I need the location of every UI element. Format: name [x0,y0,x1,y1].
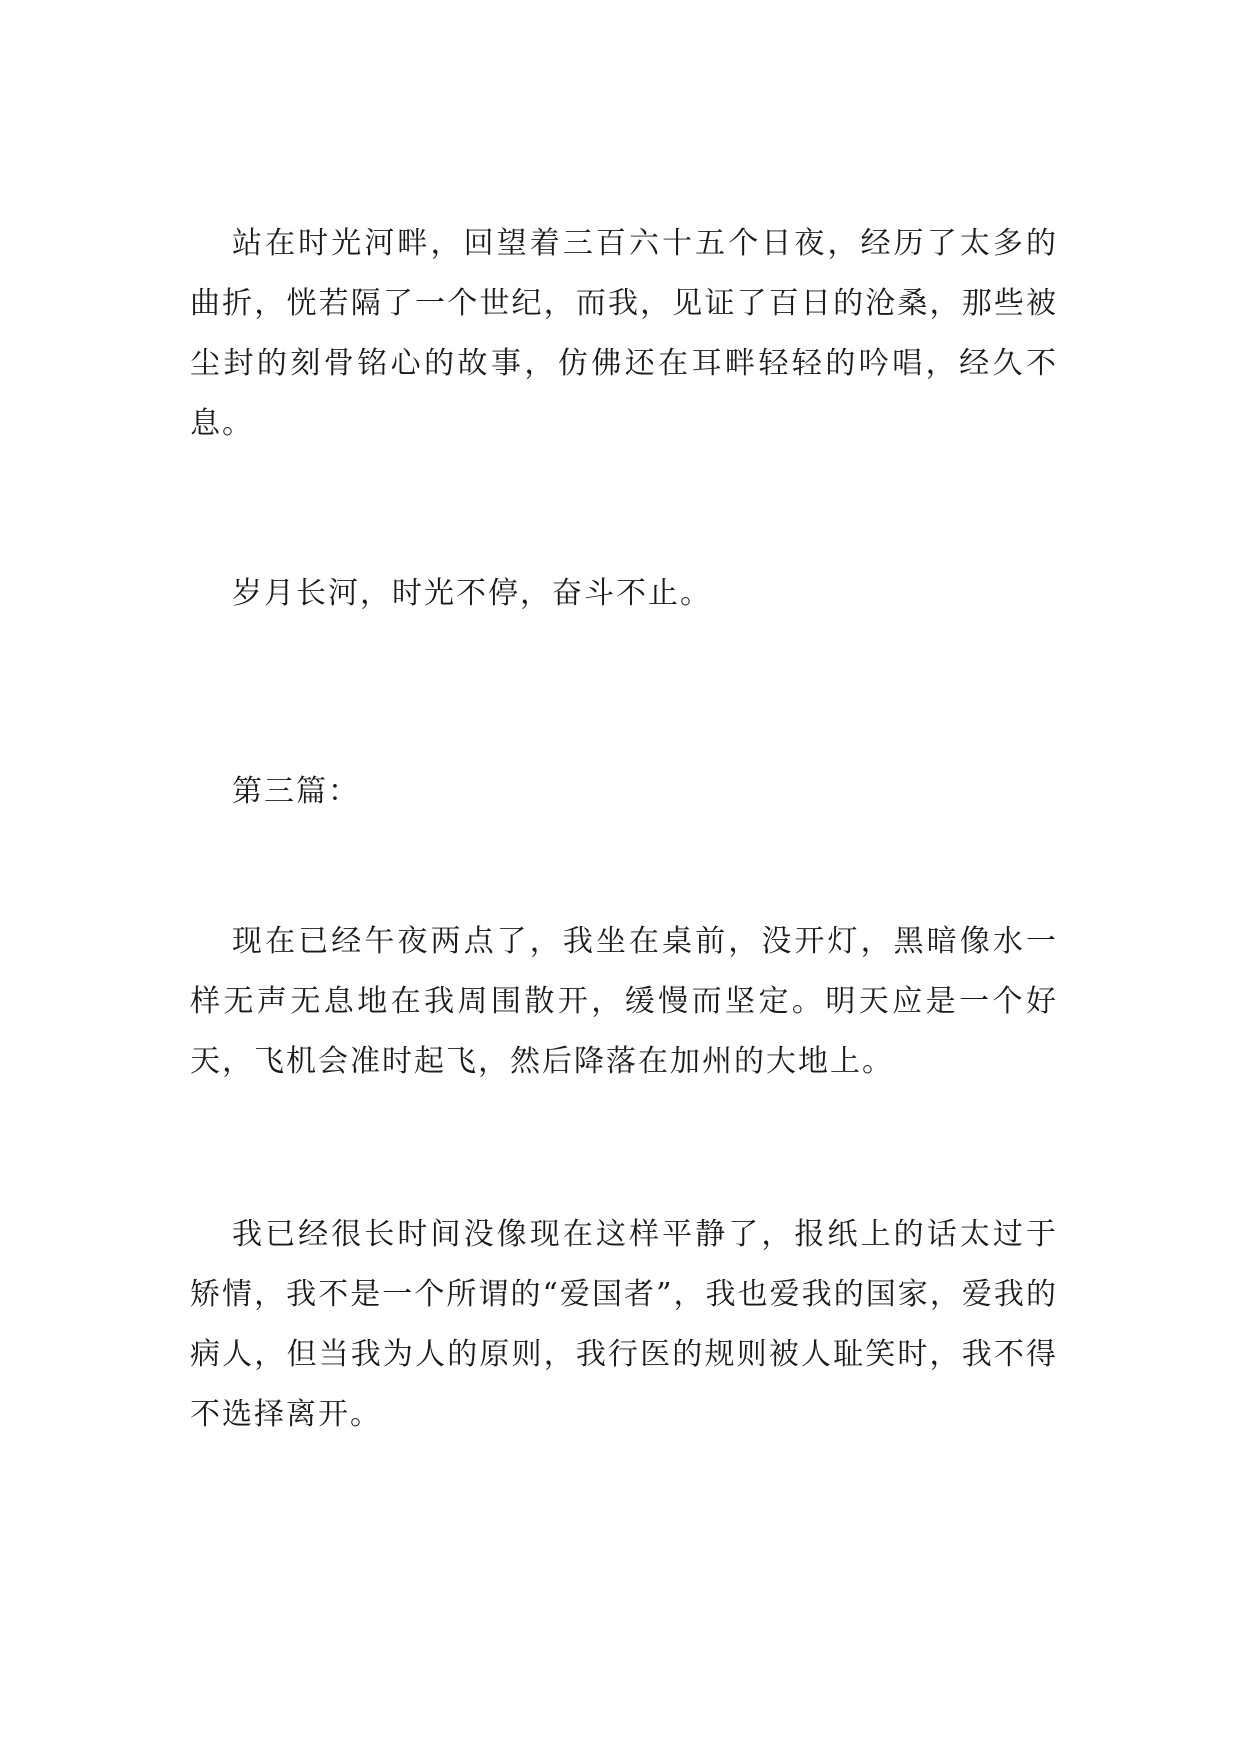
paragraph-4: 我已经很长时间没像现在这样平静了，报纸上的话太过于矫情，我不是一个所谓的“爱国者”，我也爱我的国家，爱我的病人，但当我为人的原则，我行医的规则被人耻笑时，我不得不选择离开。 [190,1217,1058,1432]
section-heading: 第三篇： [232,774,360,809]
paragraph-3: 现在已经午夜两点了，我坐在桌前，没开灯，黑暗像水一样无声无息地在我周围散开，缓慢而坚定。明天应是一个好天，飞机会准时起飞，然后降落在加州的大地上。 [190,924,1058,1079]
paragraph-1: 站在时光河畔，回望着三百六十五个日夜，经历了太多的曲折，恍若隔了一个世纪，而我，见证了百日的沧桑，那些被尘封的刻骨铭心的故事，仿佛还在耳畔轻轻的吟唱，经久不息。 [190,226,1058,441]
paragraph-2: 岁月长河，时光不停，奋斗不止。 [232,576,712,611]
